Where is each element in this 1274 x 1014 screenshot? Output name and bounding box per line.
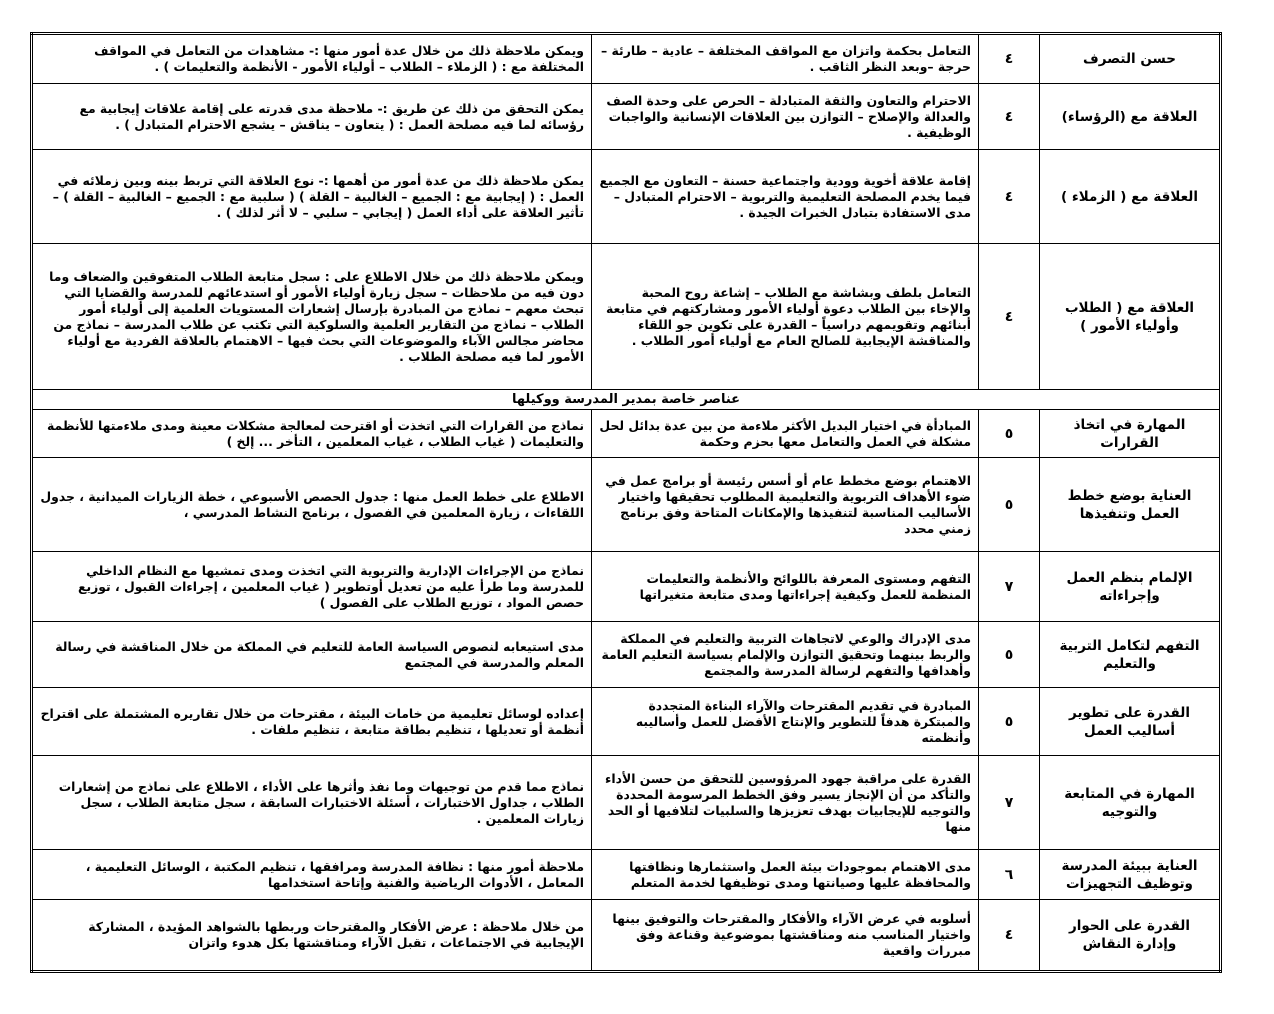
section-title: عناصر خاصة بمدير المدرسة ووكيلها xyxy=(32,390,1221,410)
score-cell: ٤ xyxy=(979,244,1040,390)
evidence-cell: يمكن ملاحظة ذلك من عدة أمور من أهمها :- نوع العلاقة التي تربط بينه وبين زملائه في العمل : ( إيجابية مع : الجميع – الغالبية – القلة ) ( سلبية مع : الجميع – الغالبية – القلة ) – تأثير العلاقة على أداء العمل ( إيجابي – سلبي – لا أثر لذلك ) . xyxy=(32,150,592,244)
evidence-cell: نماذج مما قدم من توجيهات وما نفذ وأثرها على الأداء ، الاطلاع على نماذج من إشعارات الطلاب ، جداول الاختبارات ، أسئلة الاختبارات السابقة ، سجل متابعة الطلاب ، سجل زيارات المعلمين . xyxy=(32,756,592,850)
evidence-cell: يمكن التحقق من ذلك عن طريق :- ملاحظة مدى قدرته على إقامة علاقات إيجابية مع رؤسائه لما فيه مصلحة العمل : ( يتعاون – يناقش – يشجع الاحترام المتبادل ) . xyxy=(32,84,592,150)
criterion-cell: التفهم لتكامل التربية والتعليم xyxy=(1040,622,1221,688)
table-row xyxy=(32,756,1221,850)
description-cell: المبادرة في تقديم المقترحات والآراء البناءة المتجددة والمبتكرة هدفاً للتطوير والإنتاج الأفضل للعمل وأساليبه وأنظمته xyxy=(592,688,979,756)
description-cell: القدرة على مراقبة جهود المرؤوسين للتحقق من حسن الأداء والتأكد من أن الإنجاز يسير وفق الخطط المرسومة المحددة والتوجيه للإيجابيات بهدف تعزيزها والسلبيات لتلافيها أو الحد منها xyxy=(592,756,979,850)
criterion-cell: حسن التصرف xyxy=(1040,34,1221,84)
evidence-cell: ويمكن ملاحظة ذلك من خلال الاطلاع على : سجل متابعة الطلاب المتفوقين والضعاف وما دون فيه من ملاحظات – سجل زيارة أولياء الأمور أو استدعائهم للمدرسة والقضايا التي تبحث معهم – نماذج من المبادرة بإرسال إشعارات المستويات العلمية إلى أولياء أمور الطلاب – نماذج من التقارير العلمية والسلوكية التي تكتب عن طلاب المدرسة – نماذج من محاضر مجالس الآباء والموضوعات التي بحث فيها – الاهتمام بالعلاقة الفردية مع أولياء الأمور لما فيه مصلحة الطلاب . xyxy=(32,244,592,390)
evidence-cell: ويمكن ملاحظة ذلك من خلال عدة أمور منها :- مشاهدات من التعامل في المواقف المختلفة مع : ( الزملاء – الطلاب – أولياء الأمور - الأنظمة والتعليمات ) . xyxy=(32,34,592,84)
table-row xyxy=(32,150,1221,244)
evidence-cell: ملاحظة أمور منها : نظافة المدرسة ومرافقها ، تنظيم المكتبة ، الوسائل التعليمية ، المعامل ، الأدوات الرياضية والفنية وإتاحة استخدامها xyxy=(32,850,592,900)
table-row xyxy=(32,458,1221,552)
score-cell: ٥ xyxy=(979,688,1040,756)
evidence-cell: الاطلاع على خطط العمل منها : جدول الحصص الأسبوعي ، خطة الزيارات الميدانية ، جدول اللقاءات ، زيارة المعلمين في الفصول ، برنامج النشاط المدرسي ، xyxy=(32,458,592,552)
score-cell: ٧ xyxy=(979,756,1040,850)
evidence-cell: نماذج من الإجراءات الإدارية والتربوية التي اتخذت ومدى تمشيها مع النظام الداخلي للمدرسة وما طرأ عليه من تعديل أوتطوير ( غياب المعلمين ، إجراءات القبول ، توزيع حصص المواد ، توزيع الطلاب على الفصول ) xyxy=(32,552,592,622)
score-cell: ٥ xyxy=(979,410,1040,458)
table-row xyxy=(32,688,1221,756)
score-cell: ٦ xyxy=(979,850,1040,900)
score-cell: ٤ xyxy=(979,900,1040,972)
table-row xyxy=(32,244,1221,390)
criterion-cell: القدرة على تطوير أساليب العمل xyxy=(1040,688,1221,756)
score-cell: ٧ xyxy=(979,552,1040,622)
section-header-row xyxy=(32,390,1221,410)
score-cell: ٥ xyxy=(979,458,1040,552)
description-cell: إقامة علاقة أخوية وودية واجتماعية حسنة – التعاون مع الجميع فيما يخدم المصلحة التعليمية والتربوية – الاحترام المتبادل – مدى الاستفادة بتبادل الخبرات الجيدة . xyxy=(592,150,979,244)
score-cell: ٤ xyxy=(979,84,1040,150)
criterion-cell: المهارة في المتابعة والتوجيه xyxy=(1040,756,1221,850)
table-row xyxy=(32,850,1221,900)
criterion-cell: القدرة على الحوار وإدارة النقاش xyxy=(1040,900,1221,972)
criterion-cell: العناية بوضع خطط العمل وتنفيذها xyxy=(1040,458,1221,552)
table-row xyxy=(32,410,1221,458)
description-cell: التعامل بلطف وبشاشة مع الطلاب – إشاعة روح المحبة والإخاء بين الطلاب دعوة أولياء الأمور ومشاركتهم في متابعة أبنائهم وتقويمهم دراسياً – القدرة على تكوين جو اللقاء والمناقشة الإيجابية للصالح العام مع أولياء أمور الطلاب . xyxy=(592,244,979,390)
score-cell: ٥ xyxy=(979,622,1040,688)
description-cell: مدى الإدراك والوعي لاتجاهات التربية والتعليم في المملكة والربط بينهما وتحقيق التوازن والإلمام بسياسة التعليم العامة وأهدافها والتفهم لرسالة المدرسة والمجتمع xyxy=(592,622,979,688)
criterion-cell: العلاقة مع ( الزملاء ) xyxy=(1040,150,1221,244)
table-row xyxy=(32,34,1221,84)
criterion-cell: العلاقة مع ( الطلاب وأولياء الأمور ) xyxy=(1040,244,1221,390)
criterion-cell: المهارة في اتخاذ القرارات xyxy=(1040,410,1221,458)
criterion-cell: العناية ببيئة المدرسة وتوظيف التجهيزات xyxy=(1040,850,1221,900)
table-row xyxy=(32,84,1221,150)
evidence-cell: نماذج من القرارات التي اتخذت أو اقترحت لمعالجة مشكلات معينة ومدى ملاءمتها للأنظمة والتعليمات ( غياب الطلاب ، غياب المعلمين ، التأخر ... إلخ ) xyxy=(32,410,592,458)
evidence-cell: إعداده لوسائل تعليمية من خامات البيئة ، مقترحات من خلال تقاريره المشتملة على اقتراح أنظمة أو تعديلها ، تنظيم بطاقة متابعة ، تنظيم ملفات . xyxy=(32,688,592,756)
description-cell: الاحترام والتعاون والثقة المتبادلة – الحرص على وحدة الصف والعدالة والإصلاح – التوازن بين العلاقات الإنسانية والواجبات الوظيفية . xyxy=(592,84,979,150)
description-cell: التعامل بحكمة واتزان مع المواقف المختلفة – عادية – طارئة – حرجة –وبعد النظر الثاقب . xyxy=(592,34,979,84)
table-row xyxy=(32,622,1221,688)
evidence-cell: مدى استيعابه لنصوص السياسة العامة للتعليم في المملكة من خلال المناقشة في رسالة المعلم والمدرسة في المجتمع xyxy=(32,622,592,688)
description-cell: المبادأة في اختيار البديل الأكثر ملاءمة من بين عدة بدائل لحل مشكلة في العمل والتعامل معها بحزم وحكمة xyxy=(592,410,979,458)
evaluation-criteria-table xyxy=(30,32,1222,973)
table-row xyxy=(32,552,1221,622)
description-cell: أسلوبه في عرض الآراء والأفكار والمقترحات والتوفيق بينها واختيار المناسب منه ومناقشتها بموضوعية وقناعة وفق مبررات واقعية xyxy=(592,900,979,972)
score-cell: ٤ xyxy=(979,150,1040,244)
criterion-cell: الإلمام بنظم العمل وإجراءاته xyxy=(1040,552,1221,622)
score-cell: ٤ xyxy=(979,34,1040,84)
criterion-cell: العلاقة مع (الرؤساء) xyxy=(1040,84,1221,150)
evidence-cell: من خلال ملاحظة : عرض الأفكار والمقترحات وربطها بالشواهد المؤيدة ، المشاركة الإيجابية في الاجتماعات ، تقبل الآراء ومناقشتها بكل هدوء واتزان xyxy=(32,900,592,972)
description-cell: التفهم ومستوى المعرفة باللوائح والأنظمة والتعليمات المنظمة للعمل وكيفية إجراءاتها ومدى متابعة متغيراتها xyxy=(592,552,979,622)
table-row xyxy=(32,900,1221,972)
description-cell: الاهتمام بوضع مخطط عام أو أسس رئيسة أو برامج عمل في ضوء الأهداف التربوية والتعليمية المطلوب تحقيقها واختيار الأساليب المناسبة لتنفيذها والإمكانات المتاحة وفق برنامج زمني محدد xyxy=(592,458,979,552)
description-cell: مدى الاهتمام بموجودات بيئة العمل واستثمارها ونظافتها والمحافظة عليها وصيانتها ومدى توظيفها لخدمة المتعلم xyxy=(592,850,979,900)
